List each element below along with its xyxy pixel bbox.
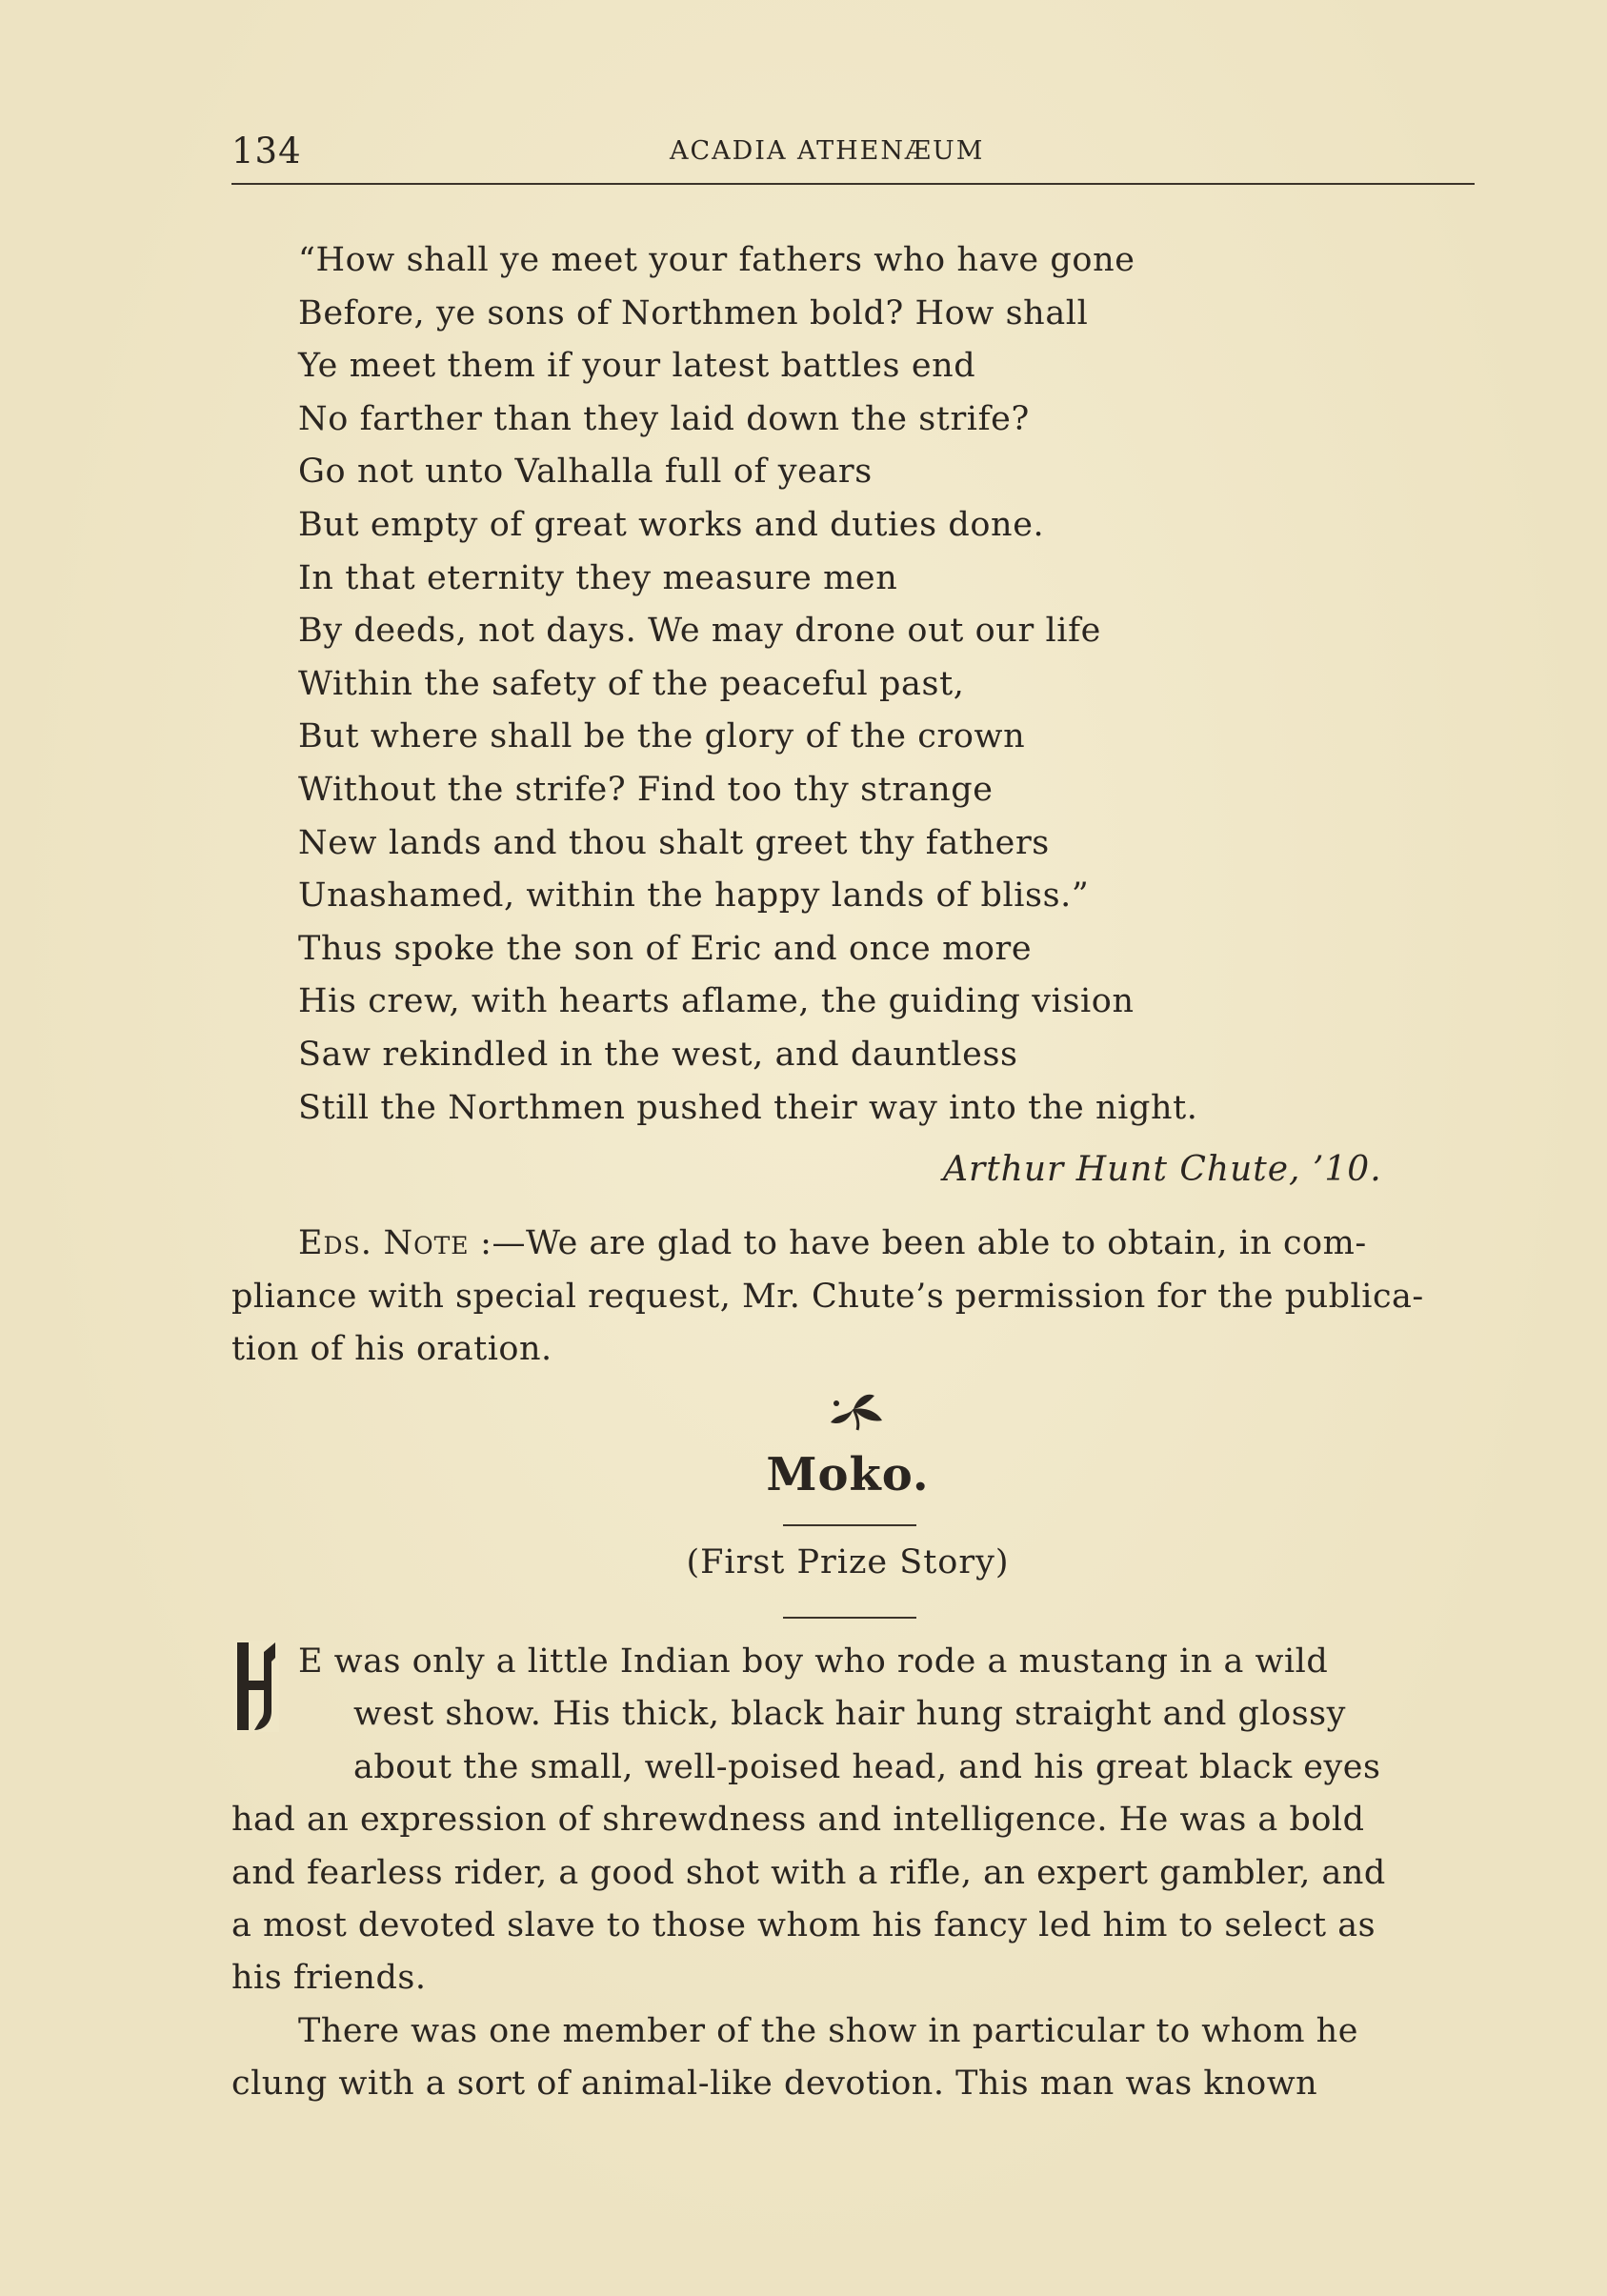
poem-attribution: Arthur Hunt Chute, ’10. (943, 1150, 1382, 1189)
poem-line: By deeds, not days. We may drone out our life (298, 612, 1101, 651)
poem-line: No farther than they laid down the strife? (298, 399, 1030, 438)
poem-line: Ye meet them if your latest battles end (298, 347, 976, 386)
poem-line: Within the safety of the peaceful past, (298, 664, 965, 703)
title-rule (783, 1524, 916, 1526)
poem-line: His crew, with hearts aflame, the guiding vision (298, 982, 1135, 1021)
poem-line: “How shall ye meet your fathers who have gone (298, 241, 1135, 279)
leaf-ornament-icon (825, 1384, 892, 1432)
editors-note-label-note: Note (383, 1224, 470, 1262)
story-line: There was one member of the show in particular to whom he (298, 2011, 1358, 2050)
editors-note-first-line (231, 1218, 1475, 1271)
story-line: and fearless rider, a good shot with a rifle, an expert gambler, and (231, 1853, 1386, 1892)
header-rule (231, 183, 1475, 185)
poem-line: New lands and thou shalt greet thy fathers (298, 823, 1050, 862)
poem-line: Without the strife? Find too thy strange (298, 770, 994, 809)
editors-note (231, 1218, 1475, 1377)
editors-note-separator: :— (469, 1224, 526, 1262)
story-line: about the small, well-poised head, and his great black eyes (353, 1747, 1381, 1786)
poem-line: Still the Northmen pushed their way into the night. (298, 1088, 1198, 1127)
editors-note-label-eds: Eds. (298, 1224, 372, 1262)
editors-note-line: tion of his oration. (231, 1330, 552, 1368)
story-title: Moko. (766, 1448, 930, 1501)
poem-line: But empty of great works and duties done. (298, 505, 1045, 544)
page-header (231, 131, 1475, 184)
story-line: E was only a little Indian boy who rode a mustang in a wild (298, 1642, 1329, 1681)
story-body (231, 1636, 1475, 2111)
editors-note-line: We are glad to have been able to obtain, in com- (525, 1224, 1367, 1262)
story-line: his friends. (231, 1959, 427, 1998)
running-head: ACADIA ATHENÆUM (670, 136, 985, 166)
dropcap-letter: H (41, 1448, 42, 1449)
story-line: clung with a sort of animal-like devotion. This man was known (231, 2064, 1318, 2104)
story-subtitle: (First Prize Story) (686, 1543, 1010, 1581)
story-line: west show. His thick, black hair hung straight and glossy (353, 1695, 1346, 1734)
poem-line: In that eternity they measure men (298, 558, 898, 597)
poem-line: Saw rekindled in the west, and dauntless (298, 1035, 1018, 1074)
poem-line: Unashamed, within the happy lands of bliss.” (298, 876, 1090, 916)
poem-line: Before, ye sons of Northmen bold? How shall (298, 293, 1089, 332)
story-line: had an expression of shrewdness and intelligence. He was a bold (231, 1801, 1365, 1840)
poem (298, 234, 1441, 1135)
editors-note-line: pliance with special request, Mr. Chute’s permission for the publica- (231, 1277, 1424, 1316)
poem-line: But where shall be the glory of the crown (298, 717, 1026, 756)
story-line: a most devoted slave to those whom his fancy led him to select as (231, 1906, 1376, 1945)
poem-line: Go not unto Valhalla full of years (298, 453, 873, 492)
page-number: 134 (231, 131, 302, 171)
poem-line: Thus spoke the son of Eric and once more (298, 929, 1033, 968)
subtitle-rule (783, 1617, 916, 1619)
